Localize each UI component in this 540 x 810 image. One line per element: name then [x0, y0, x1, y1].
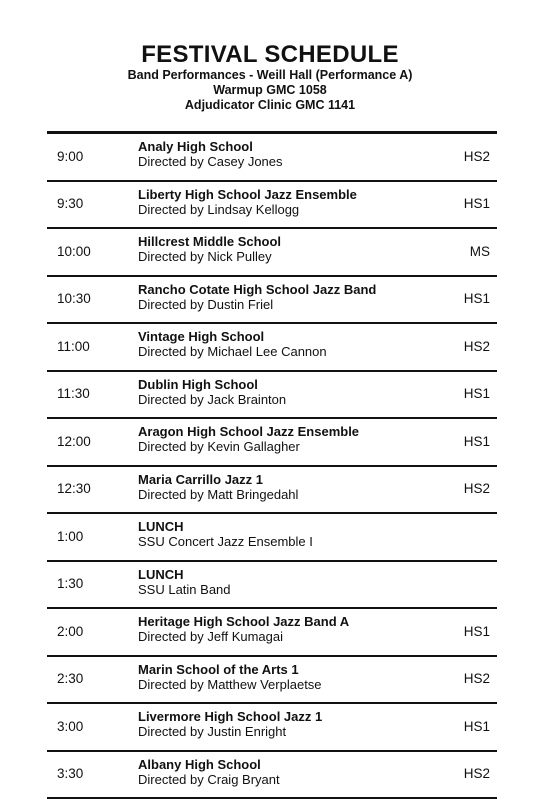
division-label: HS1	[463, 196, 490, 212]
performance-info	[138, 567, 430, 598]
performance-time: 9:30	[57, 196, 84, 212]
schedule-row	[47, 657, 497, 705]
ensemble-name: Hillcrest Middle School	[138, 234, 282, 250]
performance-info	[138, 329, 430, 360]
ensemble-name: Analy High School	[138, 139, 253, 155]
division-label: HS2	[463, 766, 490, 782]
performance-time: 3:00	[57, 718, 84, 734]
ensemble-director: Directed by Matt Bringedahl	[138, 486, 299, 502]
performance-time: 12:30	[57, 481, 91, 497]
performance-time: 2:00	[57, 623, 84, 639]
clinic-subtitle: Adjudicator Clinic GMC 1141	[184, 98, 356, 112]
ensemble-director: Directed by Casey Jones	[138, 154, 283, 170]
ensemble-director: Directed by Matthew Verplaetse	[138, 676, 322, 692]
schedule-row	[47, 752, 497, 800]
ensemble-name: Livermore High School Jazz 1	[138, 709, 323, 725]
schedule-row	[47, 372, 497, 420]
performance-info	[138, 187, 430, 218]
page-title: FESTIVAL SCHEDULE	[141, 41, 399, 68]
division-label: HS2	[463, 338, 490, 354]
schedule-row	[47, 229, 497, 277]
schedule-row	[47, 277, 497, 325]
performance-info	[138, 662, 430, 693]
division-label: HS1	[463, 433, 490, 449]
performance-time: 11:00	[57, 338, 90, 354]
performance-info	[138, 757, 430, 788]
ensemble-director: Directed by Lindsay Kellogg	[138, 201, 300, 217]
ensemble-director: Directed by Jeff Kumagai	[138, 629, 283, 645]
warmup-subtitle: Warmup GMC 1058	[213, 83, 327, 97]
performance-time: 2:30	[57, 671, 84, 687]
performance-info	[138, 282, 430, 313]
ensemble-name: Heritage High School Jazz Band A	[138, 614, 350, 630]
ensemble-name: Dublin High School	[138, 376, 258, 392]
ensemble-director: Directed by Craig Bryant	[138, 771, 280, 787]
division-label: HS2	[463, 481, 490, 497]
performance-info	[138, 614, 430, 645]
ensemble-name: Liberty High School Jazz Ensemble	[138, 186, 357, 202]
division-label: HS1	[463, 718, 490, 734]
schedule-row	[47, 324, 497, 372]
performance-info	[138, 377, 430, 408]
division-label: HS2	[463, 671, 490, 687]
ensemble-name: LUNCH	[138, 566, 184, 582]
performance-info	[138, 424, 430, 455]
performance-info	[138, 472, 430, 503]
ensemble-name: Albany High School	[138, 756, 261, 772]
schedule-row	[47, 609, 497, 657]
performance-time: 9:00	[57, 148, 84, 164]
ensemble-name: LUNCH	[138, 519, 184, 535]
performance-time: 1:00	[57, 528, 84, 544]
division-label: HS2	[463, 148, 490, 164]
ensemble-name: Aragon High School Jazz Ensemble	[138, 424, 360, 440]
schedule-row	[47, 514, 497, 562]
schedule-row	[47, 704, 497, 752]
schedule-row	[47, 134, 497, 182]
performance-time: 10:30	[57, 291, 91, 307]
performance-info	[138, 234, 430, 265]
division-label: HS1	[463, 386, 490, 402]
division-label: HS1	[463, 291, 490, 307]
ensemble-name: Vintage High School	[138, 329, 265, 345]
ensemble-name: Marin School of the Arts 1	[138, 661, 299, 677]
schedule-row	[47, 182, 497, 230]
division-label: MS	[469, 243, 490, 259]
ensemble-name: Maria Carrillo Jazz 1	[138, 471, 263, 487]
schedule-table	[47, 131, 497, 799]
ensemble-director: Directed by Dustin Friel	[138, 296, 274, 312]
ensemble-director: Directed by Justin Enright	[138, 724, 287, 740]
performance-info	[138, 519, 430, 550]
ensemble-director: Directed by Nick Pulley	[138, 249, 272, 265]
division-label: HS1	[463, 623, 490, 639]
schedule-header	[0, 0, 540, 113]
ensemble-director: Directed by Michael Lee Cannon	[138, 344, 327, 360]
ensemble-name: Rancho Cotate High School Jazz Band	[138, 281, 377, 297]
schedule-row	[47, 467, 497, 515]
performance-time: 1:30	[57, 576, 84, 592]
performance-time: 3:30	[57, 766, 84, 782]
venue-subtitle: Band Performances - Weill Hall (Performance A)	[127, 68, 413, 82]
performance-info	[138, 139, 430, 170]
ensemble-director: Directed by Kevin Gallagher	[138, 439, 300, 455]
performance-time: 10:00	[57, 243, 91, 259]
ensemble-director: SSU Concert Jazz Ensemble I	[138, 534, 313, 550]
ensemble-director: SSU Latin Band	[138, 581, 231, 597]
performance-info	[138, 709, 430, 740]
ensemble-director: Directed by Jack Brainton	[138, 391, 287, 407]
schedule-row	[47, 419, 497, 467]
performance-time: 11:30	[57, 386, 90, 402]
performance-time: 12:00	[57, 433, 91, 449]
schedule-row	[47, 562, 497, 610]
